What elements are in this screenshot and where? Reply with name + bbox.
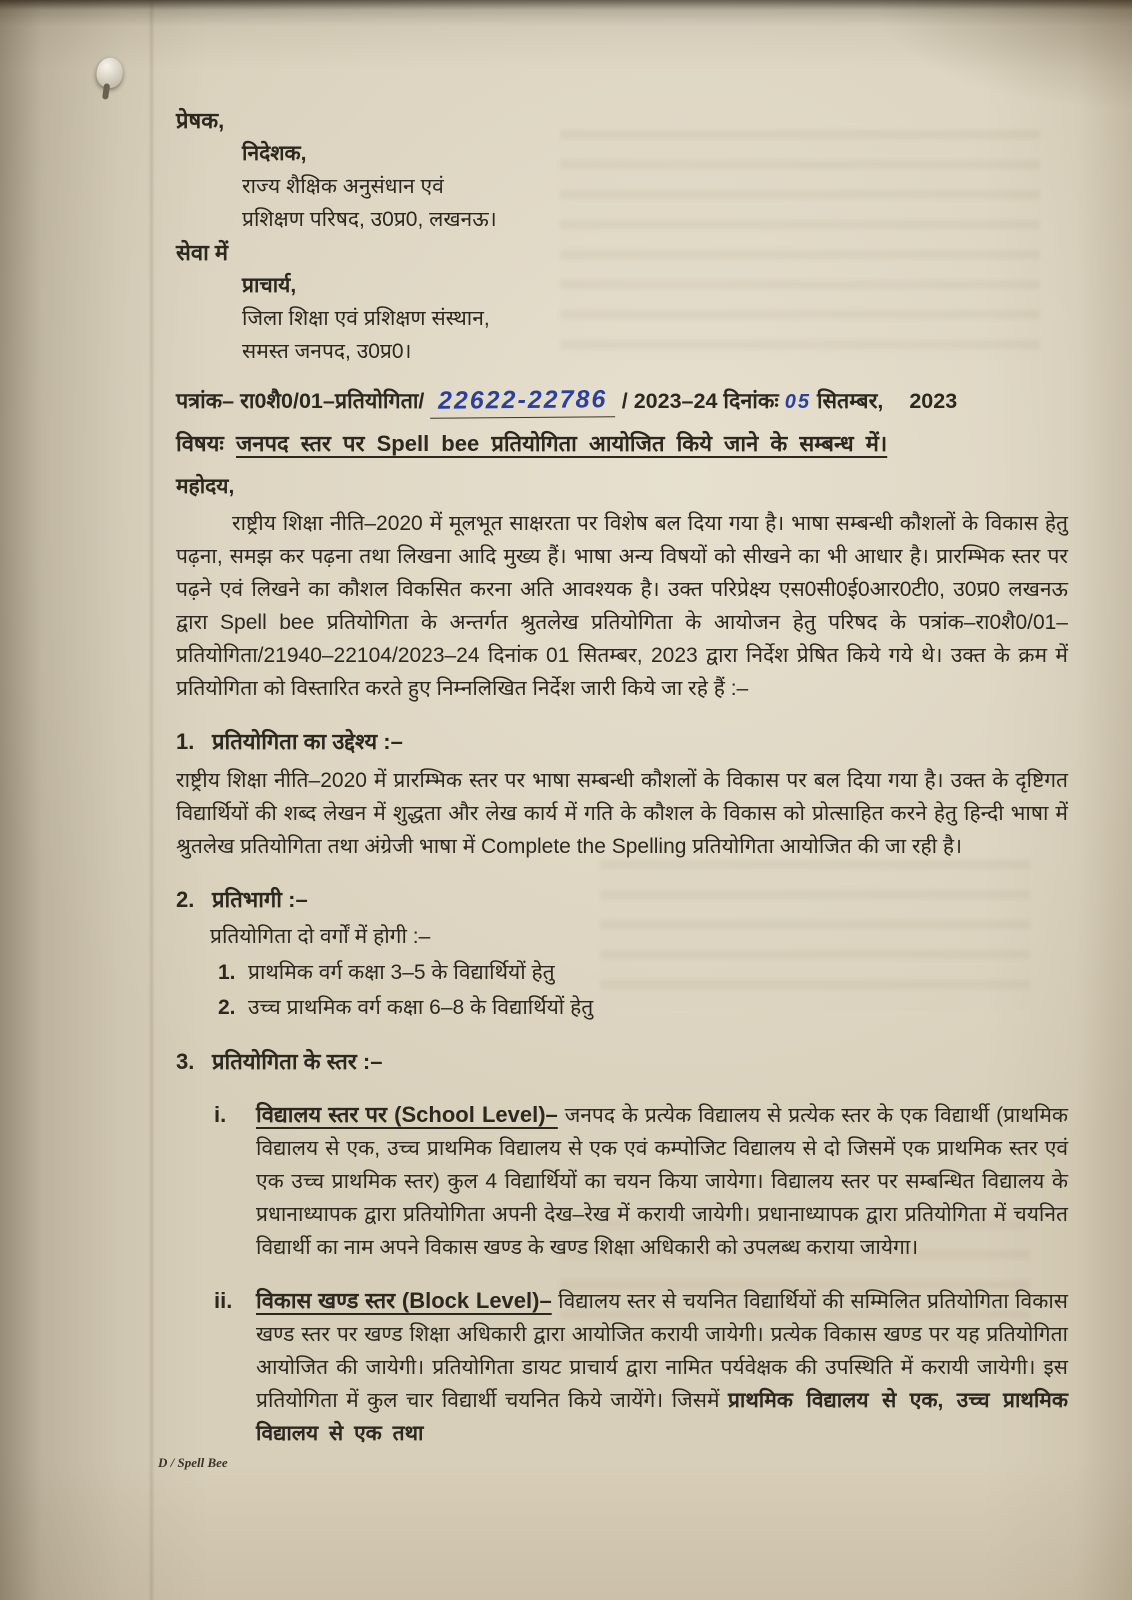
sender-block bbox=[242, 137, 1068, 236]
recipient-label: सेवा में bbox=[176, 240, 229, 265]
reference-month: सितम्बर, bbox=[816, 389, 884, 413]
category-list bbox=[218, 955, 1068, 1025]
recipient-line: समस्त जनपद, उ0प्र0। bbox=[242, 340, 412, 363]
recipient-block bbox=[242, 269, 1068, 368]
level-item-block bbox=[214, 1284, 1068, 1450]
reference-prefix: पत्रांक– रा0शै0/01–प्रतियोगिता/ bbox=[176, 389, 425, 413]
scan-corner-shadow bbox=[872, 0, 1132, 110]
letter-content bbox=[176, 104, 1068, 1450]
subject-text: जनपद स्तर पर Spell bee प्रतियोगिता आयोजित किये जाने के सम्बन्ध में। bbox=[235, 431, 888, 456]
subject-line bbox=[176, 427, 1068, 460]
section-number: 1. bbox=[176, 729, 195, 754]
sender-line: निदेशक, bbox=[242, 142, 307, 165]
section-number: 2. bbox=[176, 887, 195, 912]
section-3-heading bbox=[176, 1045, 1068, 1078]
paper-crease bbox=[150, 0, 153, 1600]
footer-reference: D / Spell Bee bbox=[158, 1455, 228, 1470]
level-text bbox=[256, 1098, 1068, 1264]
reference-separator: / bbox=[621, 389, 628, 413]
sender-label: प्रेषक, bbox=[176, 108, 225, 133]
section-number: 3. bbox=[176, 1049, 195, 1074]
recipient-line: प्राचार्य, bbox=[242, 274, 297, 297]
section-title: प्रतिभागी :– bbox=[212, 887, 308, 912]
staple-pin-stem bbox=[102, 83, 110, 100]
list-item-number: 2. bbox=[218, 996, 236, 1019]
level-body: जनपद के प्रत्येक विद्यालय से प्रत्येक स्तर के एक विद्यार्थी (प्राथमिक विद्यालय से एक, उच्च प्राथमिक विद्यालय से एक एवं कम्पोजिट विद्यालय से दो जिसमें एक प्राथमिक स्तर एवं एक उच्च प्राथमिक स्तर) कुल 4 विद्यार्थियों का चयन किया जायेगा। विद्यालय स्तर पर सम्बन्धित विद्यालय के प्रधानाध्यापक द्वारा प्रतियोगिता अपनी देख–रेख में करायी जायेगी। प्रधानाध्यापक द्वारा प्रतियोगिता में चयनित विद्यार्थी का नाम अपने विकास खण्ड के खण्ड शिक्षा अधिकारी को उपलब्ध कराया जायेगा। bbox=[256, 1104, 1069, 1259]
section-2-intro: प्रतियोगिता दो वर्गों में होगी :– bbox=[210, 925, 431, 948]
list-item-text: प्राथमिक वर्ग कक्षा 3–5 के विद्यार्थियों हेतु bbox=[248, 961, 555, 984]
subject-label: विषयः bbox=[176, 431, 224, 456]
list-item bbox=[218, 990, 1068, 1025]
level-body-bold: प्राथमिक विद्यालय से एक, उच्च प्राथमिक विद्यालय से एक तथा bbox=[256, 1389, 1068, 1445]
level-text bbox=[256, 1284, 1068, 1450]
reference-year: 2023 bbox=[909, 389, 958, 413]
list-item-number: 1. bbox=[218, 961, 236, 984]
section-1-body: राष्ट्रीय शिक्षा नीति–2020 में प्रारम्भिक स्तर पर भाषा सम्बन्धी कौशलों के विकास पर बल दिया गया है। उक्त के दृष्टिगत विद्यार्थियों की शब्द लेखन में शुद्धता और लेख कार्य में गति के कौशल के विकास को प्रोत्साहित करने हेतु हिन्दी भाषा में श्रुतलेख प्रतियोगिता तथा अंग्रेजी भाषा में Complete the Spelling प्रतियोगिता आयोजित की जा रही है। bbox=[176, 769, 1068, 858]
staple-pin-mark bbox=[93, 56, 128, 100]
section-title: प्रतियोगिता के स्तर :– bbox=[212, 1049, 383, 1074]
level-title: विकास खण्ड स्तर (Block Level)– bbox=[256, 1288, 552, 1313]
section-title: प्रतियोगिता का उद्देश्य :– bbox=[212, 729, 403, 754]
handwritten-day: 05 bbox=[784, 391, 811, 413]
sender-line: राज्य शैक्षिक अनुसंधान एवं bbox=[242, 175, 444, 198]
sender-line: प्रशिक्षण परिषद, उ0प्र0, लखनऊ। bbox=[242, 208, 497, 231]
section-1-heading bbox=[176, 725, 1068, 758]
level-title: विद्यालय स्तर पर (School Level)– bbox=[256, 1102, 558, 1127]
intro-paragraph: राष्ट्रीय शिक्षा नीति–2020 में मूलभूत साक्षरता पर विशेष बल दिया गया है। भाषा सम्बन्धी कौशलों के विकास हेतु पढ़ना, समझ कर पढ़ना तथा लिखना आदि मुख्य हैं। भाषा अन्य विषयों को सीखने का भी आधार है। प्रारम्भिक स्तर पर पढ़ने एवं लिखने का कौशल विकसित करना अति आवश्यक है। उक्त परिप्रेक्ष्य एस0सी0ई0आर0टी0, उ0प्र0 लखनऊ द्वारा Spell bee प्रतियोगिता के अन्तर्गत श्रुतलेख प्रतियोगिता के आयोजन हेतु परिषद के पत्रांक–रा0शै0/01–प्रतियोगिता/21940–22104/2023–24 दिनांक 01 सितम्बर, 2023 द्वारा निर्देश प्रेषित किये गये थे। उक्त के क्रम में प्रतियोगिता को विस्तारित करते हुए निम्नलिखित निर्देश जारी किये जा रहे हैं :– bbox=[176, 512, 1068, 700]
level-item-school bbox=[214, 1098, 1068, 1264]
list-item-text: उच्च प्राथमिक वर्ग कक्षा 6–8 के विद्यार्थियों हेतु bbox=[248, 996, 594, 1019]
level-body: विद्यालय स्तर से चयनित विद्यार्थियों की सम्मिलित प्रतियोगिता विकास खण्ड स्तर पर खण्ड शिक्षा अधिकारी द्वारा आयोजित करायी जायेगी। प्रत्येक विकास खण्ड पर यह प्रतियोगिता आयोजित की जायेगी। प्रतियोगिता डायट प्राचार्य द्वारा नामित पर्यवेक्षक की उपस्थिति में करायी जायेगी। इस प्रतियोगिता में कुल चार विद्यार्थी चयनित किये जायेंगे। जिसमें bbox=[256, 1290, 1068, 1412]
salutation: महोदय, bbox=[176, 475, 235, 498]
level-marker: ii. bbox=[214, 1288, 233, 1313]
handwritten-dispatch-number: 22622-22786 bbox=[430, 383, 616, 419]
level-marker: i. bbox=[214, 1102, 227, 1127]
recipient-line: जिला शिक्षा एवं प्रशिक्षण संस्थान, bbox=[242, 307, 490, 330]
section-2-heading bbox=[176, 883, 1068, 916]
reference-middle: 2023–24 दिनांकः bbox=[633, 389, 779, 413]
reference-line bbox=[176, 384, 1068, 419]
list-item bbox=[218, 955, 1068, 990]
